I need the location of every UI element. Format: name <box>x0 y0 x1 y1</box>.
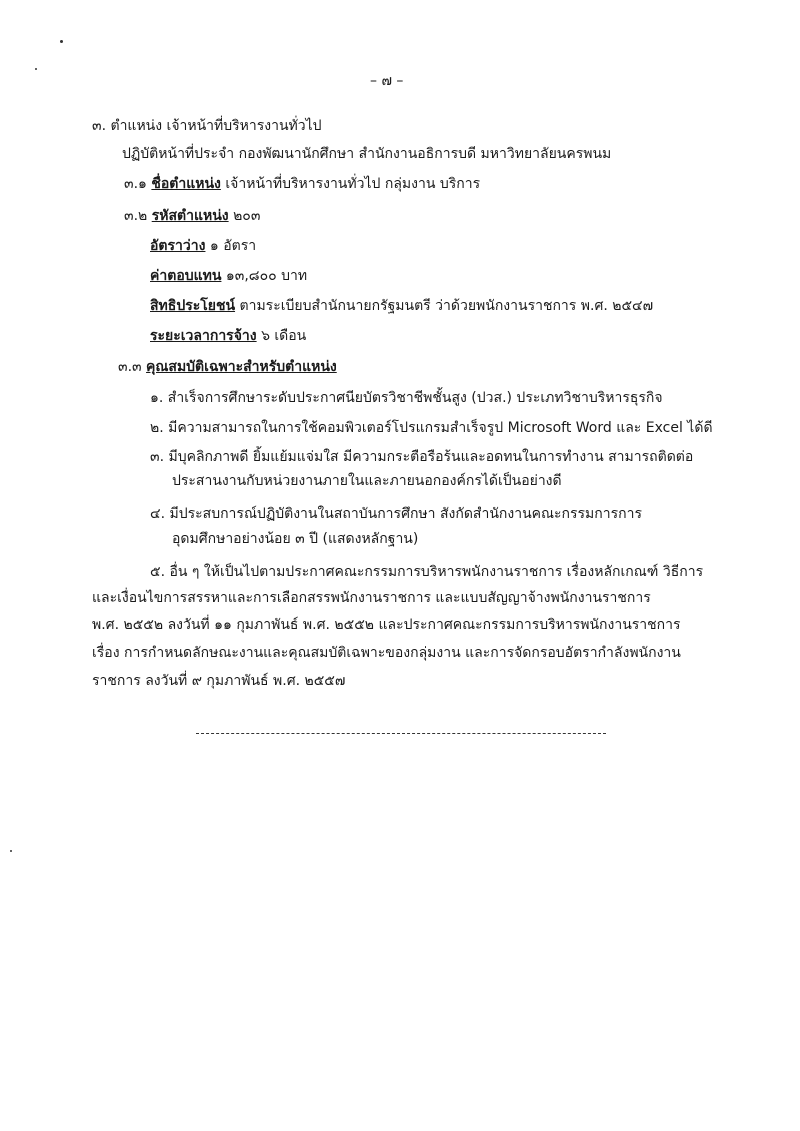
subsection-qualifications <box>118 358 337 376</box>
page-number: – ๗ – <box>370 73 404 89</box>
subsection-number: ๓.๒ <box>124 208 148 224</box>
subsection-value: ๒๐๓ <box>233 208 261 224</box>
compensation-label: ค่าตอบแทน <box>150 268 222 284</box>
qualification-item: ๑. สำเร็จการศึกษาระดับประกาศนียบัตรวิชาชีพชั้นสูง (ปวส.) ประเภทวิชาบริหารธุรกิจ <box>150 390 663 406</box>
employment-period-label: ระยะเวลาการจ้าง <box>150 328 257 344</box>
employment-period-value: ๖ เดือน <box>261 328 307 344</box>
subsection-label: รหัสตำแหน่ง <box>151 208 229 224</box>
qualification-item: ๓. มีบุคลิกภาพดี ยิ้มแย้มแจ่มใส มีความกระตือรือร้นและอดทนในการทำงาน สามารถติดต่อ <box>150 449 694 465</box>
subsection-value: เจ้าหน้าที่บริหารงานทั่วไป กลุ่มงาน บริการ <box>225 176 481 192</box>
duty-line: ปฏิบัติหน้าที่ประจำ กองพัฒนานักศึกษา สำนักงานอธิการบดี มหาวิทยาลัยนครพนม <box>122 146 612 162</box>
compensation-line <box>150 267 307 285</box>
section-heading-text: ๓. ตำแหน่ง เจ้าหน้าที่บริหารงานทั่วไป <box>92 118 322 134</box>
scan-speck <box>35 68 37 70</box>
qualification-item-continuation: และเงื่อนไขการสรรหาและการเลือกสรรพนักงานราชการ และแบบสัญญาจ้างพนักงานราชการ <box>92 590 651 606</box>
qualification-item-continuation: ราชการ ลงวันที่ ๙ กุมภาพันธ์ พ.ศ. ๒๕๕๗ <box>92 673 346 689</box>
qualification-item: ๕. อื่น ๆ ให้เป็นไปตามประกาศคณะกรรมการบริหารพนักงานราชการ เรื่องหลักเกณฑ์ วิธีการ <box>150 564 704 580</box>
subsection-number: ๓.๓ <box>118 359 142 375</box>
vacancy-line <box>150 237 256 255</box>
compensation-value: ๑๓,๘๐๐ บาท <box>225 268 308 284</box>
qualification-item-continuation: เรื่อง การกำหนดลักษณะงานและคุณสมบัติเฉพาะของกลุ่มงาน และการจัดกรอบอัตรากำลังพนักงาน <box>92 645 681 661</box>
benefit-line <box>150 297 653 315</box>
subsection-position-code <box>124 207 260 225</box>
qualification-item-continuation: อุดมศึกษาอย่างน้อย ๓ ปี (แสดงหลักฐาน) <box>172 531 419 547</box>
benefit-value: ตามระเบียบสำนักนายกรัฐมนตรี ว่าด้วยพนักงานราชการ พ.ศ. ๒๕๔๗ <box>239 298 654 314</box>
subsection-position-name <box>124 175 480 193</box>
subsection-number: ๓.๑ <box>124 176 147 192</box>
qualification-item-continuation: ประสานงานกับหน่วยงานภายในและภายนอกองค์กรได้เป็นอย่างดี <box>172 473 562 489</box>
end-divider <box>196 733 606 734</box>
vacancy-value: ๑ อัตรา <box>209 238 257 254</box>
scan-speck <box>60 40 63 43</box>
subsection-label: ชื่อตำแหน่ง <box>151 176 221 192</box>
scan-speck <box>10 850 12 852</box>
section-heading <box>92 117 322 135</box>
qualification-item: ๒. มีความสามารถในการใช้คอมพิวเตอร์โปรแกรมสำเร็จรูป Microsoft Word และ Excel ได้ดี <box>150 420 713 436</box>
subsection-label: คุณสมบัติเฉพาะสำหรับตำแหน่ง <box>146 359 337 375</box>
employment-period-line <box>150 327 306 345</box>
vacancy-label: อัตราว่าง <box>150 238 206 254</box>
qualification-item-continuation: พ.ศ. ๒๕๕๒ ลงวันที่ ๑๑ กุมภาพันธ์ พ.ศ. ๒๕๕๒ และประกาศคณะกรรมการบริหารพนักงานราชการ <box>92 617 681 633</box>
qualification-item: ๔. มีประสบการณ์ปฏิบัติงานในสถาบันการศึกษา สังกัดสำนักงานคณะกรรมการการ <box>150 506 642 522</box>
benefit-label: สิทธิประโยชน์ <box>150 298 236 314</box>
